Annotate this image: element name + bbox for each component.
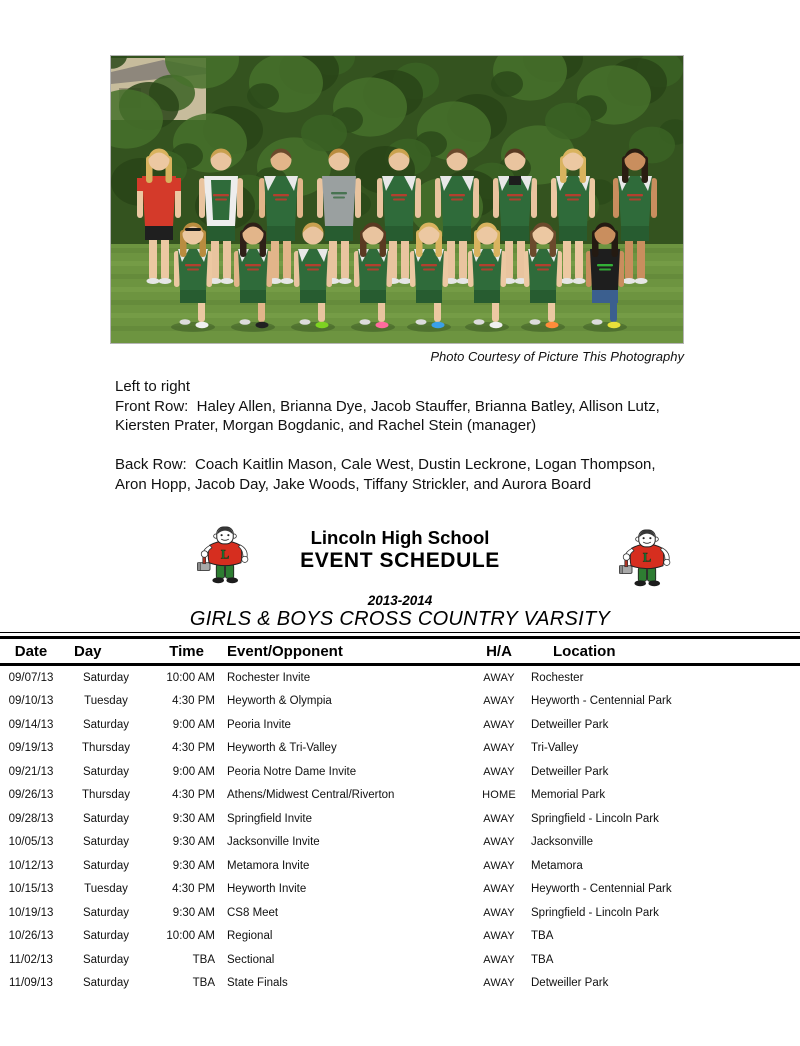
schedule-row — [0, 831, 800, 855]
schedule-row — [0, 784, 800, 808]
cell-event: Heyworth & Tri-Valley — [227, 742, 337, 755]
cell-event: Rochester Invite — [227, 671, 311, 684]
schedule-row — [0, 737, 800, 761]
season-label: 2013-2014 — [367, 593, 433, 608]
schedule-body — [0, 665, 800, 996]
cell-day: Saturday — [82, 718, 130, 731]
cell-event: Jacksonville Invite — [227, 836, 320, 849]
cell-ha: AWAY — [483, 930, 515, 943]
cell-event: State Finals — [227, 977, 288, 990]
schedule-row — [0, 972, 800, 996]
schedule-section — [0, 632, 800, 995]
cell-event: Regional — [227, 930, 273, 943]
column-header-date: Date — [14, 642, 48, 660]
column-header-time: Time — [169, 642, 204, 660]
schedule-row — [0, 690, 800, 714]
schedule-row — [0, 854, 800, 878]
cell-ha: AWAY — [483, 883, 515, 896]
page-title: EVENT SCHEDULE — [300, 549, 500, 572]
cell-loc: Detweiller Park — [531, 718, 609, 731]
cell-event: Heyworth & Olympia — [227, 695, 332, 708]
cell-ha: AWAY — [483, 859, 515, 872]
column-header-loc: Location — [553, 642, 616, 660]
cell-ha: AWAY — [483, 742, 515, 755]
cell-time: 10:00 AM — [166, 671, 215, 684]
cell-day: Saturday — [82, 812, 130, 825]
cell-loc: TBA — [531, 930, 554, 943]
schedule-row — [0, 665, 800, 690]
column-header-ha: H/A — [486, 642, 512, 660]
roster-text — [115, 377, 725, 494]
school-name: Lincoln High School — [310, 527, 490, 548]
cell-loc: Heyworth - Centennial Park — [531, 883, 672, 896]
schedule-row — [0, 807, 800, 831]
cell-time: 4:30 PM — [172, 789, 215, 802]
cell-event: Peoria Invite — [227, 718, 291, 731]
cell-loc: TBA — [531, 953, 554, 966]
cell-ha: AWAY — [483, 718, 515, 731]
cell-date: 10/19/13 — [8, 906, 54, 919]
cell-ha: AWAY — [483, 906, 515, 919]
cell-date: 09/14/13 — [8, 718, 54, 731]
cell-event: Peoria Notre Dame Invite — [227, 765, 357, 778]
cell-loc: Jacksonville — [531, 836, 593, 849]
cell-date: 09/28/13 — [8, 812, 54, 825]
column-header-event: Event/Opponent — [227, 642, 343, 660]
cell-loc: Metamora — [531, 859, 583, 872]
cell-date: 10/26/13 — [8, 930, 54, 943]
cell-time: 4:30 PM — [172, 742, 215, 755]
cell-date: 09/10/13 — [8, 695, 54, 708]
cell-date: 09/07/13 — [8, 671, 54, 684]
cell-day: Thursday — [82, 789, 130, 802]
team-photo-image — [111, 56, 683, 343]
cell-day: Saturday — [82, 906, 130, 919]
cell-ha: AWAY — [483, 977, 515, 990]
cell-time: 4:30 PM — [172, 883, 215, 896]
cell-day: Tuesday — [84, 695, 128, 708]
cell-date: 11/02/13 — [9, 953, 53, 966]
cell-loc: Tri-Valley — [531, 742, 579, 755]
cell-event: Springfield Invite — [227, 812, 313, 825]
team-subtitle: GIRLS & BOYS CROSS COUNTRY VARSITY — [189, 608, 611, 630]
cell-loc: Rochester — [531, 671, 584, 684]
cell-ha: AWAY — [483, 765, 515, 778]
cell-loc: Heyworth - Centennial Park — [531, 695, 672, 708]
cell-day: Thursday — [82, 742, 130, 755]
cell-ha: AWAY — [483, 695, 515, 708]
cell-date: 10/12/13 — [8, 859, 54, 872]
schedule-header — [0, 638, 800, 665]
cell-event: CS8 Meet — [227, 906, 279, 919]
cell-ha: AWAY — [483, 836, 515, 849]
roster-line: Left to right — [115, 378, 191, 395]
cell-day: Saturday — [82, 859, 130, 872]
cell-ha: AWAY — [483, 671, 515, 684]
cell-time: 9:30 AM — [172, 812, 215, 825]
roster-line: Back Row: Coach Kaitlin Mason, Cale West, Dustin Leckrone, Logan Thompson, — [115, 456, 656, 473]
cell-day: Saturday — [82, 953, 130, 966]
photo-caption: Photo Courtesy of Picture This Photography — [430, 349, 684, 364]
cell-time: 9:30 AM — [172, 859, 215, 872]
cell-time: TBA — [192, 977, 215, 990]
cell-loc: Memorial Park — [531, 789, 606, 802]
cell-loc: Springfield - Lincoln Park — [531, 906, 659, 919]
cell-day: Saturday — [82, 930, 130, 943]
cell-time: 10:00 AM — [166, 930, 215, 943]
schedule-row — [0, 925, 800, 949]
cell-time: 9:30 AM — [172, 906, 215, 919]
column-header-day: Day — [74, 642, 102, 660]
team-photo — [110, 55, 684, 344]
cell-loc: Detweiller Park — [531, 765, 609, 778]
cell-date: 10/15/13 — [8, 883, 54, 896]
cell-event: Metamora Invite — [227, 859, 310, 872]
schedule-row — [0, 713, 800, 737]
cell-day: Saturday — [82, 977, 130, 990]
cell-event: Athens/Midwest Central/Riverton — [227, 789, 395, 802]
roster-line — [115, 436, 725, 456]
cell-time: 9:30 AM — [172, 836, 215, 849]
cell-event: Heyworth Invite — [227, 883, 307, 896]
cell-day: Saturday — [82, 836, 130, 849]
cell-loc: Springfield - Lincoln Park — [531, 812, 659, 825]
cell-date: 09/26/13 — [8, 789, 54, 802]
cell-ha: AWAY — [483, 953, 515, 966]
schedule-header-row — [0, 638, 800, 665]
schedule-row — [0, 901, 800, 925]
top-rule — [0, 632, 800, 633]
cell-time: 4:30 PM — [172, 695, 215, 708]
roster-line: Aron Hopp, Jacob Day, Jake Woods, Tiffany Strickler, and Aurora Board — [115, 475, 592, 493]
cell-date: 09/19/13 — [8, 742, 54, 755]
roster-line: Kiersten Prater, Morgan Bogdanic, and Rachel Stein (manager) — [115, 417, 537, 434]
schedule-row — [0, 948, 800, 972]
cell-date: 11/09/13 — [9, 977, 53, 990]
cell-ha: HOME — [482, 789, 516, 802]
cell-loc: Detweiller Park — [531, 977, 609, 990]
cell-event: Sectional — [227, 953, 275, 966]
cell-ha: AWAY — [483, 812, 515, 825]
roster-line: Front Row: Haley Allen, Brianna Dye, Jacob Stauffer, Brianna Batley, Allison Lutz, — [115, 397, 660, 415]
cell-time: 9:00 AM — [172, 765, 215, 778]
cell-time: 9:00 AM — [172, 718, 215, 731]
cell-day: Tuesday — [84, 883, 128, 896]
cell-day: Saturday — [82, 671, 130, 684]
cell-day: Saturday — [82, 765, 130, 778]
cell-date: 09/21/13 — [8, 765, 54, 778]
schedule-table — [0, 636, 800, 995]
schedule-row — [0, 878, 800, 902]
cell-time: TBA — [192, 953, 215, 966]
cell-date: 10/05/13 — [8, 836, 54, 849]
schedule-row — [0, 760, 800, 784]
